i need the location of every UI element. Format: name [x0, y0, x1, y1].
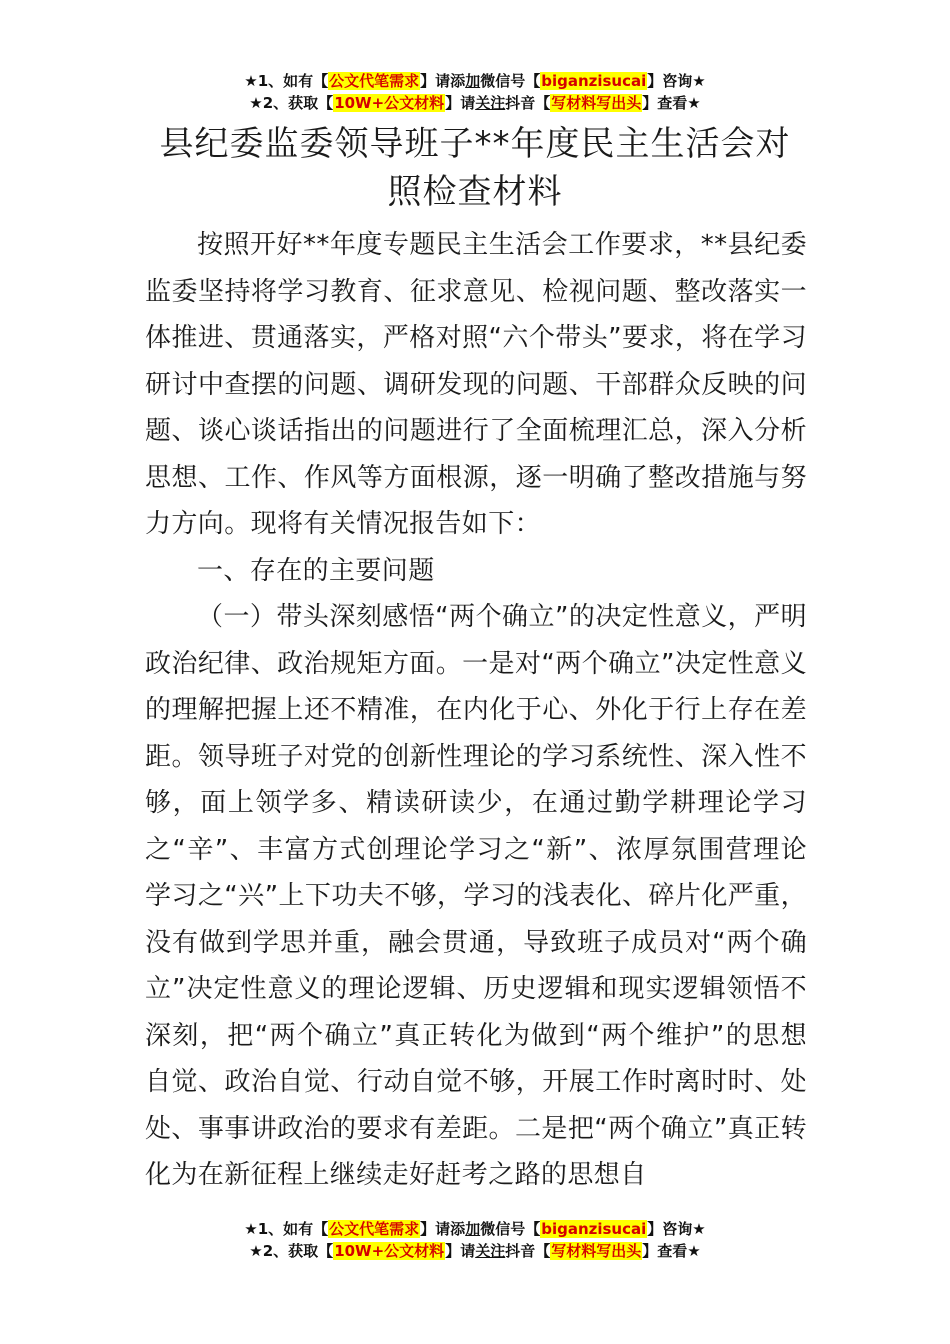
promo-highlight: 写材料写出头 — [551, 94, 642, 112]
promo-highlight: 公文代笔需求 — [329, 1220, 420, 1238]
document-title: 县纪委监委领导班子**年度民主生活会对照检查材料 — [159, 124, 791, 212]
promo-line-2: ★2、获取【10W+公文材料】请关注抖音【写材料写出头】查看★ — [249, 94, 701, 112]
promo-line-1: ★1、如有【公文代笔需求】请添加微信号【biganzisucai】咨询★ — [244, 72, 706, 90]
promo-banner-bottom — [0, 1218, 950, 1262]
promo-banner-top — [0, 70, 950, 114]
promo-highlight: 10W+公文材料 — [334, 94, 445, 112]
promo-line-2: ★2、获取【10W+公文材料】请关注抖音【写材料写出头】查看★ — [249, 1242, 701, 1260]
promo-highlight: 公文代笔需求 — [329, 72, 420, 90]
intro-paragraph: 按照开好**年度专题民主生活会工作要求，**县纪委监委坚持将学习教育、征求意见、检视问题、整改落实一体推进、贯通落实，严格对照“六个带头”要求，将在学习研讨中查摆的问题、调研发现的问题、干部群众反映的问题、谈心谈话指出的问题进行了全面梳理汇总，深入分析思想、工作、作风等方面根源，逐一明确了整改措施与努力方向。现将有关情况报告如下： — [145, 230, 807, 539]
promo-highlight: biganzisucai — [541, 1220, 647, 1238]
promo-highlight: 写材料写出头 — [551, 1242, 642, 1260]
promo-highlight: biganzisucai — [541, 72, 647, 90]
body-paragraph: （一）带头深刻感悟“两个确立”的决定性意义，严明政治纪律、政治规矩方面。一是对“两个确立”决定性意义的理解把握上还不精准，在内化于心、外化于行上存在差距。领导班子对党的创新性理论的学习系统性、深入性不够，面上领学多、精读研读少，在通过勤学耕理论学习之“辛”、丰富方式创理论学习之“新”、浓厚氛围营理论学习之“兴”上下功夫不够，学习的浅表化、碎片化严重，没有做到学思并重，融会贯通，导致班子成员对“两个确立”决定性意义的理论逻辑、历史逻辑和现实逻辑领悟不深刻，把“两个确立”真正转化为做到“两个维护”的思想自觉、政治自觉、行动自觉不够，开展工作时离时时、处处、事事讲政治的要求有差距。二是把“两个确立”真正转化为在新征程上继续走好赶考之路的思想自 — [145, 602, 807, 1190]
section-heading: 一、存在的主要问题 — [197, 555, 435, 586]
promo-highlight: 10W+公文材料 — [334, 1242, 445, 1260]
promo-line-1: ★1、如有【公文代笔需求】请添加微信号【biganzisucai】咨询★ — [244, 1220, 706, 1238]
document-body — [145, 222, 807, 1199]
